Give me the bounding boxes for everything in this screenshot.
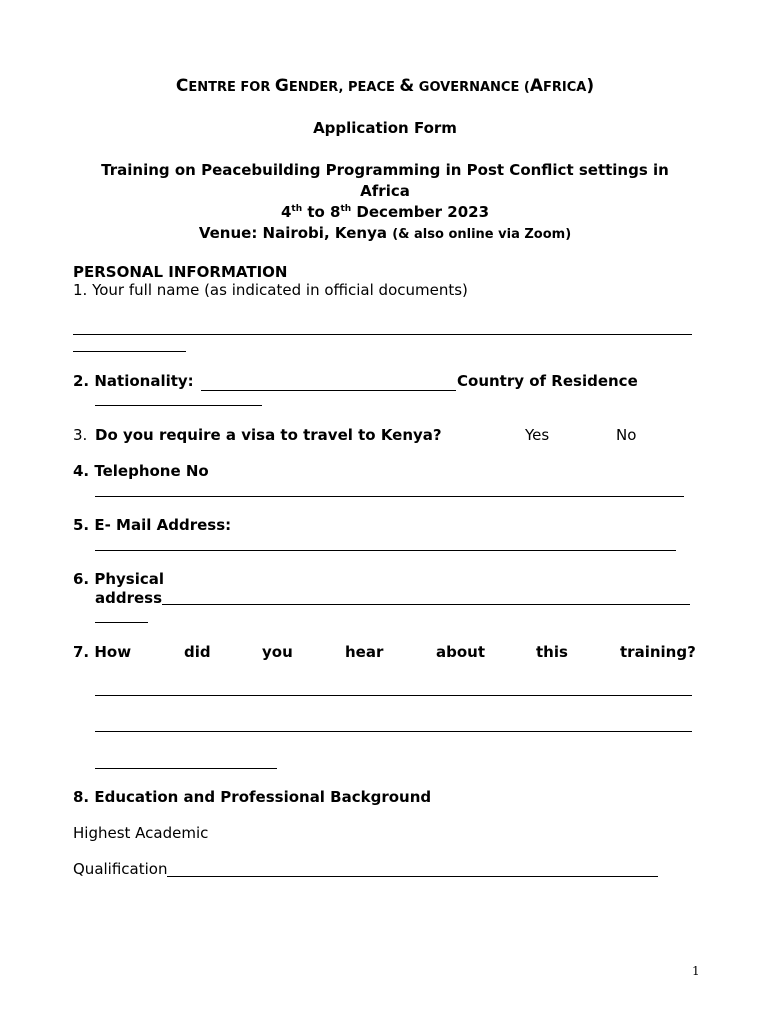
country-of-residence-label: Country of Residence	[457, 372, 638, 390]
organization-name	[0, 76, 770, 96]
question-7-word-2: did	[184, 643, 211, 661]
org-close-paren: )	[586, 76, 595, 96]
org-letter-a: A	[529, 76, 543, 96]
question-7-word-1: 7. How	[73, 643, 132, 661]
address-answer-line-cont[interactable]	[95, 622, 148, 623]
question-7-word-7: training?	[620, 643, 696, 661]
section-personal-information: PERSONAL INFORMATION	[73, 263, 288, 281]
training-dates	[0, 203, 770, 221]
question-7-word-4: hear	[345, 643, 384, 661]
org-letter-c: C	[175, 76, 189, 96]
q1-answer-line-cont[interactable]	[73, 351, 186, 352]
page-number: 1	[692, 964, 700, 978]
org-text-governance: GOVERNANCE (	[414, 80, 530, 95]
date-start-sup: th	[291, 204, 303, 214]
telephone-answer-line[interactable]	[95, 496, 684, 497]
org-text-peace: , PEACE	[338, 80, 400, 95]
org-text-ender: ENDER	[288, 80, 339, 95]
date-to: to 8	[302, 203, 341, 221]
visa-yes-option[interactable]: Yes	[525, 426, 550, 444]
question-7-word-6: this	[536, 643, 568, 661]
org-letter-g: G	[274, 76, 289, 96]
question-3-number: 3.	[73, 426, 88, 444]
training-title-line2: Africa	[360, 182, 410, 200]
question-7-word-5: about	[436, 643, 486, 661]
org-text-entre-for: ENTRE FOR	[188, 80, 275, 95]
question-2-nationality-label: 2. Nationality:	[73, 372, 194, 390]
question-1-label: 1. Your full name (as indicated in official documents)	[73, 281, 468, 299]
nationality-answer-line[interactable]	[201, 390, 456, 391]
question-6-label-line2: address	[95, 589, 163, 607]
question-4-label: 4. Telephone No	[73, 462, 209, 480]
date-end-sup: th	[340, 204, 352, 214]
address-answer-line[interactable]	[162, 604, 690, 605]
how-heard-answer-line-1[interactable]	[95, 695, 692, 696]
question-5-label: 5. E- Mail Address:	[73, 516, 232, 534]
form-title: Application Form	[313, 119, 457, 137]
highest-academic-label: Highest Academic	[73, 824, 209, 842]
q1-answer-line[interactable]	[73, 334, 692, 335]
date-rest: December 2023	[351, 203, 490, 221]
venue: Venue: Nairobi, Kenya	[198, 224, 387, 242]
org-text-frica: FRICA	[542, 80, 587, 95]
venue-line	[0, 224, 770, 242]
org-ampersand: &	[399, 76, 415, 96]
how-heard-answer-line-3[interactable]	[95, 768, 277, 769]
how-heard-answer-line-2[interactable]	[95, 731, 692, 732]
qualification-label: Qualification	[73, 860, 168, 878]
question-6-label-line1: 6. Physical	[73, 570, 165, 588]
qualification-answer-line[interactable]	[167, 876, 658, 877]
venue-note: (& also online via Zoom)	[392, 227, 572, 242]
visa-no-option[interactable]: No	[616, 426, 637, 444]
question-3-label: Do you require a visa to travel to Kenya?	[95, 426, 442, 444]
email-answer-line[interactable]	[95, 550, 676, 551]
question-7-word-3: you	[262, 643, 293, 661]
training-title-line1: Training on Peacebuilding Programming in Post Conflict settings in	[101, 161, 669, 179]
date-start: 4	[280, 203, 292, 221]
question-8-label: 8. Education and Professional Background	[73, 788, 432, 806]
country-answer-line[interactable]	[95, 405, 262, 406]
